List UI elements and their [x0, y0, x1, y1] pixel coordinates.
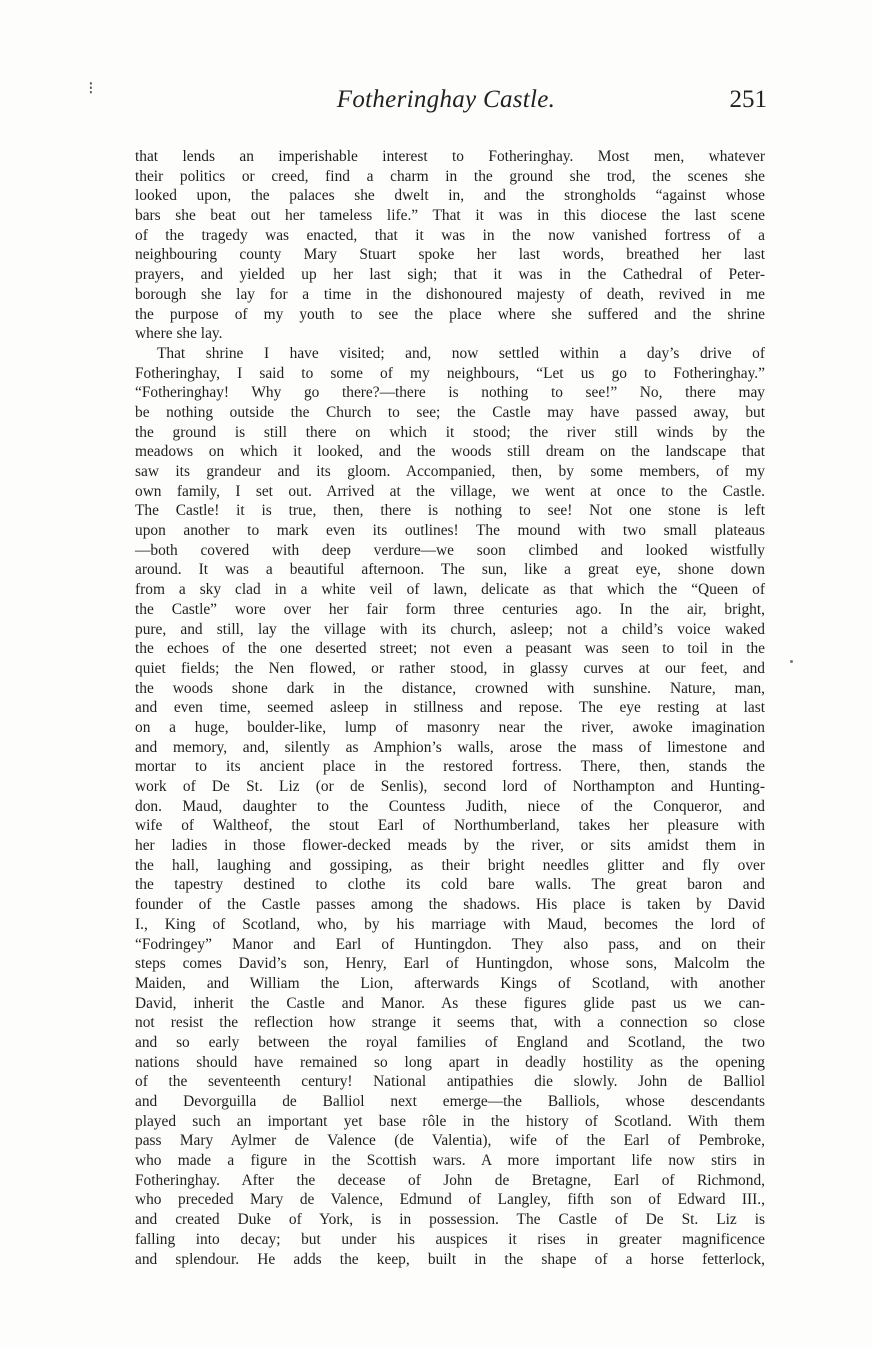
text-line: —both covered with deep verdure—we soon climbed and looked wistfully [135, 541, 765, 559]
text-line: founder of the Castle passes among the shadows. His place is taken by David [135, 896, 765, 914]
text-line: who preceded Mary de Valence, Edmund of Langley, fifth son of Edward III., [135, 1191, 765, 1209]
text-line: that lends an imperishable interest to Fotheringhay. Most men, whatever [135, 148, 765, 165]
text-line: the ground is still there on which it stood; the river still winds by the [135, 423, 765, 441]
text-line: and even time, seemed asleep in stillness and repose. The eye resting at last [135, 699, 765, 717]
text-line: on a huge, boulder-like, lump of masonry near the river, awoke imagination [135, 718, 765, 736]
text-line: and created Duke of York, is in possession. The Castle of De St. Liz is [135, 1211, 765, 1229]
text-line: borough she lay for a time in the dishonoured majesty of death, revived in me [135, 285, 765, 303]
page-number: 251 [729, 86, 767, 113]
text-line: from a sky clad in a white veil of lawn, delicate as that which the “Queen of [135, 581, 765, 599]
text-line: where she lay. [135, 325, 223, 343]
text-line: quiet fields; the Nen flowed, or rather stood, in glassy curves at our feet, and [135, 659, 765, 677]
text-line: saw its grandeur and its gloom. Accompanied, then, by some members, of my [135, 463, 765, 480]
text-line: That shrine I have visited; and, now settled within a day’s drive of [157, 344, 765, 362]
text-line: of the tragedy was enacted, that it was in the now vanished fortress of a [135, 226, 765, 244]
running-title: Fotheringhay Castle. [336, 86, 556, 113]
text-line: bars she beat out her tameless life.” That it was in this diocese the last scene [135, 207, 765, 225]
body-text [135, 147, 765, 1269]
text-line: The Castle! it is true, then, there is nothing to see! Not one stone is left [135, 502, 765, 520]
text-line: the hall, laughing and gossiping, as their bright needles glitter and fly over [135, 856, 765, 874]
text-line: Fotheringhay. After the decease of John de Bretagne, Earl of Richmond, [135, 1171, 765, 1189]
text-line: Fotheringhay, I said to some of my neighbours, “Let us go to Fotheringhay.” [135, 364, 765, 382]
text-line: steps comes David’s son, Henry, Earl of Huntingdon, whose sons, Malcolm the [135, 955, 765, 973]
text-line: and splendour. He adds the keep, built in the shape of a horse fetterlock, [135, 1250, 765, 1268]
text-line: pass Mary Aylmer de Valence (de Valentia), wife of the Earl of Pembroke, [135, 1132, 765, 1150]
text-line: upon another to mark even its outlines! The mound with two small plateaus [135, 522, 765, 540]
text-line: and Devorguilla de Balliol next emerge—the Balliols, whose descendants [135, 1093, 765, 1110]
text-line: prayers, and yielded up her last sigh; that it was in the Cathedral of Peter- [135, 266, 765, 284]
text-line: the woods shone dark in the distance, crowned with sunshine. Nature, man, [135, 679, 765, 697]
text-line: their politics or creed, find a charm in the ground she trod, the scenes she [135, 167, 765, 185]
text-line: “Fodringey” Manor and Earl of Huntingdon. They also pass, and on their [135, 935, 765, 953]
running-head [0, 86, 872, 126]
text-line: looked upon, the palaces she dwelt in, and the strongholds “against whose [135, 187, 765, 205]
text-line: and memory, and, silently as Amphion’s walls, arose the mass of limestone and [135, 738, 765, 756]
text-line: her ladies in those flower-decked meads by the river, or sits amidst them in [135, 837, 765, 855]
margin-dot [790, 660, 793, 663]
text-line: nations should have remained so long apart in deadly hostility as the opening [135, 1053, 765, 1071]
text-line: don. Maud, daughter to the Countess Judith, niece of the Conqueror, and [135, 797, 765, 815]
text-line: not resist the reflection how strange it seems that, with a connection so close [135, 1014, 765, 1032]
text-line: pure, and still, lay the village with its church, asleep; not a child’s voice waked [135, 620, 765, 638]
margin-mark: ⁝ [88, 78, 94, 98]
text-line: who made a figure in the Scottish wars. A more important life now stirs in [135, 1152, 765, 1170]
text-line: meadows on which it looked, and the woods still dream on the landscape that [135, 443, 765, 461]
text-line: the tapestry destined to clothe its cold bare walls. The great baron and [135, 876, 765, 894]
text-line: the Castle” wore over her fair form three centuries ago. In the air, bright, [135, 600, 765, 618]
text-line: wife of Waltheof, the stout Earl of Northumberland, takes her pleasure with [135, 817, 765, 835]
text-line: the purpose of my youth to see the place where she suffered and the shrine [135, 305, 765, 323]
text-line: mortar to its ancient place in the restored fortress. There, then, stands the [135, 758, 765, 776]
text-line: played such an important yet base rôle in the history of Scotland. With them [135, 1112, 765, 1130]
text-line: work of De St. Liz (or de Senlis), second lord of Northampton and Hunting- [135, 778, 765, 795]
text-line: neighbouring county Mary Stuart spoke her last words, breathed her last [135, 246, 765, 264]
text-line: I., King of Scotland, who, by his marriage with Maud, becomes the lord of [135, 915, 765, 933]
text-line: of the seventeenth century! National antipathies die slowly. John de Balliol [135, 1073, 765, 1091]
text-line: be nothing outside the Church to see; the Castle may have passed away, but [135, 403, 765, 421]
text-line: David, inherit the Castle and Manor. As these figures glide past us we can- [135, 994, 765, 1012]
text-line: and so early between the royal families of England and Scotland, the two [135, 1033, 765, 1051]
text-line: own family, I set out. Arrived at the village, we went at once to the Castle. [135, 482, 765, 500]
text-line: “Fotheringhay! Why go there?—there is nothing to see!” No, there may [135, 384, 765, 402]
text-line: Maiden, and William the Lion, afterwards Kings of Scotland, with another [135, 974, 765, 992]
text-line: around. It was a beautiful afternoon. The sun, like a great eye, shone down [135, 561, 765, 579]
text-line: the echoes of the one deserted street; not even a peasant was seen to toil in the [135, 640, 765, 658]
text-line: falling into decay; but under his auspices it rises in greater magnificence [135, 1230, 765, 1248]
